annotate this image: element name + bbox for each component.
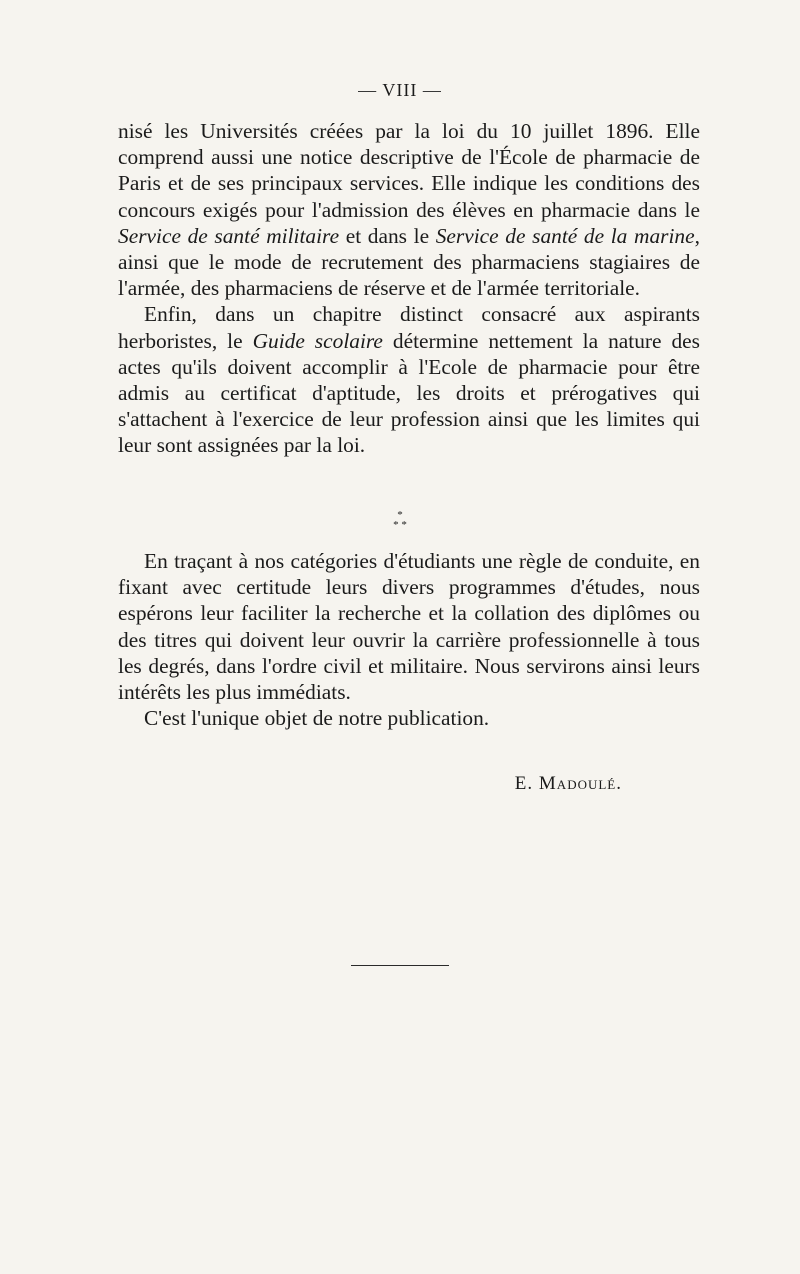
paragraph-text: Enfin, dans un chapitre distinct consacré aux aspirants herboristes, le: [118, 302, 700, 353]
italic-service-militaire: Service de santé militaire: [118, 223, 340, 248]
page-number: — VIII —: [358, 80, 442, 100]
italic-service-marine: Service de santé de la marine: [435, 223, 695, 248]
paragraph-objective: C'est l'unique objet de notre publication.: [144, 706, 490, 731]
italic-guide-scolaire: Guide scolaire: [252, 328, 383, 353]
asterism-ornament: [380, 510, 420, 530]
section-conclusion: [118, 548, 700, 731]
author-signature: [515, 773, 622, 795]
paragraph-purpose: En traçant à nos catégories d'étudiants une règle de conduite, en fixant avec certitude leurs divers programmes d'études, nous espérons leur faciliter la recherche et la collation des diplômes ou des titres qui doivent leur ouvrir la carrière professionnelle à tous les degrés, dans l'ordre civil et militaire. Nous servirons ainsi leurs intérêts les plus immédiats.: [118, 549, 700, 705]
asterism-top: *: [397, 509, 403, 521]
closing-rule: [351, 965, 449, 966]
section-intro: [118, 118, 700, 459]
paragraph-text: , ainsi que le mode de recrutement des pharmaciens stagiaires de l'armée, des pharmaciens de réserve et de l'armée territoriale.: [118, 223, 700, 301]
paragraph-herboristes: [118, 301, 700, 458]
asterism-bottom: * *: [393, 519, 407, 531]
paragraph-universities: [118, 118, 700, 301]
signature-initial: E.: [514, 773, 539, 794]
paragraph-text: nisé les Universités créées par la loi du 10 juillet 1896. Elle comprend aussi une notice descriptive de l'École de pharmacie de Paris et de ses principaux services. Elle indique les conditions des concours exigés pour l'admission des élèves en pharmacie dans le: [118, 119, 700, 222]
signature-surname: Madoulé.: [538, 773, 622, 794]
paragraph-text: détermine nettement la nature des actes qu'ils doivent accomplir à l'Ecole de pharmacie pour être admis au certificat d'aptitude, les droits et prérogatives qui s'attachent à l'exercice de leur profession ainsi que les limites qui leur sont assignées par la loi.: [118, 328, 700, 458]
paragraph-text: et dans le: [339, 223, 436, 248]
